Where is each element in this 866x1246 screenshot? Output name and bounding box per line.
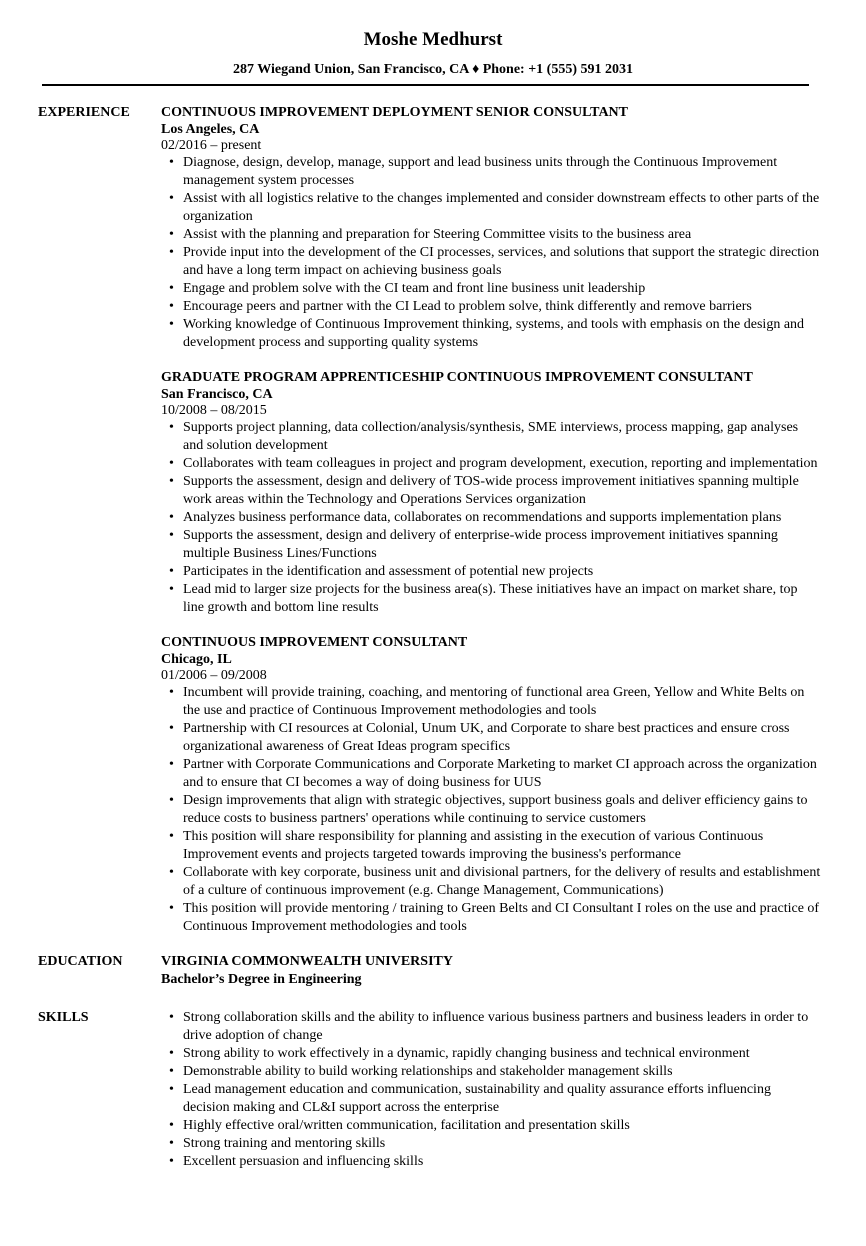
experience-heading: EXPERIENCE xyxy=(38,105,130,120)
job-dates: 10/2008 – 08/2015 xyxy=(161,403,267,418)
job-bullet: • Participates in the identification and assessment of potential new projects xyxy=(161,563,821,581)
job-location: Chicago, IL xyxy=(161,652,232,667)
experience-body xyxy=(161,104,821,936)
job-bullet: • Diagnose, design, develop, manage, support and lead business units through the Continuous Improvement management system processes xyxy=(161,154,821,190)
experience-section xyxy=(38,104,866,936)
job-bullet: • Provide input into the development of the CI processes, services, and solutions that support the strategic direction and have a long term impact on achieving business goals xyxy=(161,244,821,280)
job-bullet: • Working knowledge of Continuous Improvement thinking, systems, and tools with emphasis on the design and development process and supporting quality systems xyxy=(161,316,821,352)
skill-item: • Demonstrable ability to build working relationships and stakeholder management skills xyxy=(161,1063,821,1081)
skill-item: • Lead management education and communication, sustainability and quality assurance efforts influencing decision making and CL&I support across the enterprise xyxy=(161,1081,821,1117)
job-entry xyxy=(161,634,821,936)
resume-header xyxy=(0,0,866,86)
job-title: GRADUATE PROGRAM APPRENTICESHIP CONTINUOUS IMPROVEMENT CONSULTANT xyxy=(161,370,753,385)
skills-heading: SKILLS xyxy=(38,1010,89,1025)
job-title: CONTINUOUS IMPROVEMENT CONSULTANT xyxy=(161,635,468,650)
job-bullet: • Encourage peers and partner with the CI Lead to problem solve, think differently and remove barriers xyxy=(161,298,821,316)
job-bullet: • This position will provide mentoring / training to Green Belts and CI Consultant I roles on the use and practice of Continuous Improvement methodologies and tools xyxy=(161,900,821,936)
job-bullets xyxy=(161,419,821,617)
job-bullet: • Collaborates with team colleagues in project and program development, execution, reporting and implementation xyxy=(161,455,821,473)
education-body xyxy=(161,953,821,989)
job-entry xyxy=(161,104,821,352)
job-bullet: • Partner with Corporate Communications and Corporate Marketing to market CI approach across the organization and to ensure that CI becomes a way of doing business for UUS xyxy=(161,756,821,792)
degree: Bachelor’s Degree in Engineering xyxy=(161,972,362,987)
job-bullet: • Engage and problem solve with the CI team and front line business unit leadership xyxy=(161,280,821,298)
job-bullet: • Lead mid to larger size projects for the business area(s). These initiatives have an impact on market share, top line growth and bottom line results xyxy=(161,581,821,617)
school-name: VIRGINIA COMMONWEALTH UNIVERSITY xyxy=(161,954,453,969)
education-section xyxy=(38,953,866,989)
candidate-name: Moshe Medhurst xyxy=(363,29,503,50)
job-bullet: • Design improvements that align with strategic objectives, support business goals and deliver efficiency gains to reduce costs to business partners' operations while continuing to service customers xyxy=(161,792,821,828)
job-location: San Francisco, CA xyxy=(161,387,273,402)
job-bullet: • This position will share responsibility for planning and assisting in the execution of various Continuous Improvement events and projects targeted towards improving the business's performance xyxy=(161,828,821,864)
job-bullet: • Supports the assessment, design and delivery of enterprise-wide process improvement initiatives spanning multiple Business Lines/Functions xyxy=(161,527,821,563)
education-heading: EDUCATION xyxy=(38,954,123,969)
job-bullet: • Supports the assessment, design and delivery of TOS-wide process improvement initiatives spanning multiple work areas within the Technology and Operations Services organization xyxy=(161,473,821,509)
job-bullet: • Incumbent will provide training, coaching, and mentoring of functional area Green, Yellow and White Belts on the use and practice of Continuous Improvement methodologies and tools xyxy=(161,684,821,720)
contact-line: 287 Wiegand Union, San Francisco, CA ♦ Phone: +1 (555) 591 2031 xyxy=(232,62,634,77)
job-bullet: • Collaborate with key corporate, business unit and divisional partners, for the delivery of results and establishment of a culture of continuous improvement (e.g. Change Management, Communications) xyxy=(161,864,821,900)
header-divider xyxy=(42,84,809,86)
job-bullet: • Supports project planning, data collection/analysis/synthesis, SME interviews, process mapping, gap analyses and solution development xyxy=(161,419,821,455)
job-bullet: • Partnership with CI resources at Colonial, Unum UK, and Corporate to share best practices and ensure cross organizational awareness of Great Ideas program specifics xyxy=(161,720,821,756)
job-location: Los Angeles, CA xyxy=(161,122,260,137)
job-title: CONTINUOUS IMPROVEMENT DEPLOYMENT SENIOR CONSULTANT xyxy=(161,105,628,120)
skill-item: • Strong training and mentoring skills xyxy=(161,1135,821,1153)
skill-item: • Strong collaboration skills and the ability to influence various business partners and business leaders in order to drive adoption of change xyxy=(161,1009,821,1045)
job-dates: 02/2016 – present xyxy=(161,138,262,153)
skill-item: • Strong ability to work effectively in a dynamic, rapidly changing business and technical environment xyxy=(161,1045,821,1063)
job-bullet: • Assist with the planning and preparation for Steering Committee visits to the business area xyxy=(161,226,821,244)
job-bullets xyxy=(161,154,821,352)
job-bullet: • Analyzes business performance data, collaborates on recommendations and supports implementation plans xyxy=(161,509,821,527)
job-entry xyxy=(161,369,821,617)
skills-section xyxy=(38,1009,866,1171)
job-dates: 01/2006 – 09/2008 xyxy=(161,668,267,683)
job-bullet: • Assist with all logistics relative to the changes implemented and consider downstream effects to other parts of the organization xyxy=(161,190,821,226)
skill-item: • Excellent persuasion and influencing skills xyxy=(161,1153,821,1171)
skills-body xyxy=(161,1009,821,1171)
skill-item: • Highly effective oral/written communication, facilitation and presentation skills xyxy=(161,1117,821,1135)
skills-list xyxy=(161,1009,821,1171)
job-bullets xyxy=(161,684,821,936)
